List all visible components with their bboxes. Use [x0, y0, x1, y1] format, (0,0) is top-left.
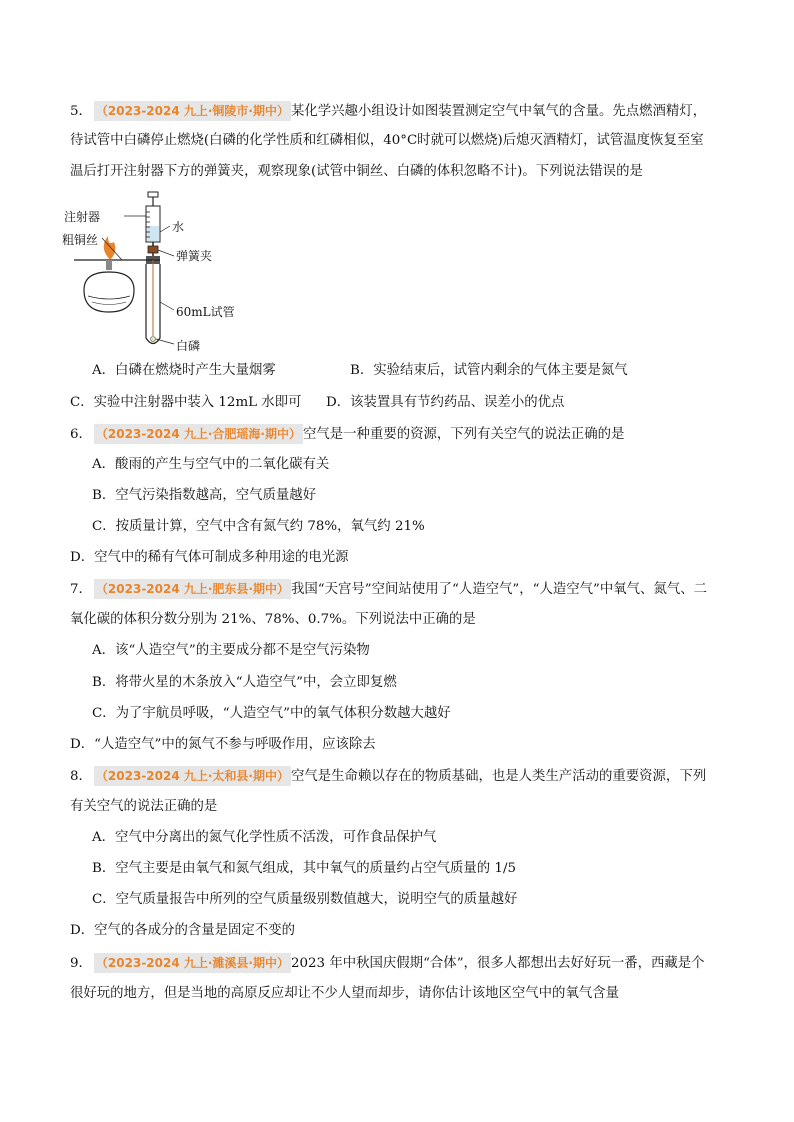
q5-stem-part-1: 某化学兴趣小组设计如图装置测定空气中氧气的含量。先点燃酒精灯，: [291, 104, 707, 119]
spring-clamp: [148, 246, 158, 253]
q6-option-d[interactable]: D．空气中的稀有气体可制成多种用途的电光源: [70, 550, 349, 565]
q7-line-1: [70, 579, 707, 600]
label-copper-wire: 粗铜丝: [62, 233, 99, 247]
q7-option-d[interactable]: D．“人造空气”中的氮气不参与呼吸作用，应该除去: [70, 737, 376, 752]
q5-apparatus-figure: [62, 186, 242, 358]
q8-option-a[interactable]: A．空气中分离出的氮气化学性质不活泼，可作食品保护气: [92, 830, 437, 845]
q5-options-row-2: [70, 393, 564, 413]
q6-option-a[interactable]: A．酸雨的产生与空气中的二氧化碳有关: [92, 457, 330, 472]
q9-source-tag: （2023-2024 九上·濉溪县·期中）: [94, 953, 291, 973]
q8-number: 8．: [70, 769, 92, 784]
white-phosphorus: [151, 337, 156, 342]
q8-option-d[interactable]: D．空气的各成分的含量是固定不变的: [70, 923, 295, 938]
q8-option-b[interactable]: B．空气主要是由氧气和氮气组成，其中氧气的质量约占空气质量的 1/5: [92, 861, 516, 876]
q9-stem-line-2: 很好玩的地方，但是当地的高原反应却让不少人望而却步，请你估计该地区空气中的氧气含量: [70, 986, 620, 1001]
q7-option-b[interactable]: B．将带火星的木条放入“人造空气”中，会立即复燃: [92, 675, 397, 690]
q9-stem-part-1: 2023 年中秋国庆假期“合体”，很多人都想出去好好玩一番，西藏是个: [291, 956, 705, 971]
q6-stem: [70, 424, 624, 445]
label-clamp: 弹簧夹: [176, 249, 213, 263]
q5-options-row-1: [92, 361, 628, 381]
syringe-water: [147, 226, 159, 241]
q5-option-b[interactable]: B．实验结束后，试管内剩余的气体主要是氮气: [350, 363, 628, 378]
q5-number: 5．: [70, 104, 92, 119]
q6-option-c[interactable]: C．按质量计算，空气中含有氮气约 78%，氧气约 21%: [92, 519, 425, 534]
label-water: 水: [172, 220, 185, 234]
q6-source-tag: （2023-2024 九上·合肥瑶海·期中）: [94, 424, 303, 444]
q6-number: 6．: [70, 427, 92, 442]
q5-line-1: [70, 101, 706, 122]
alcohol-lamp: [84, 272, 134, 312]
q7-source-tag: （2023-2024 九上·肥东县·期中）: [94, 579, 291, 599]
q8-line-1: [70, 766, 706, 787]
label-white-phosphorus: 白磷: [176, 339, 201, 353]
q5-option-d[interactable]: D．该装置具有节约药品、误差小的优点: [326, 395, 565, 410]
syringe-plunger-top: [148, 192, 158, 197]
q5-stem-line-3: 温后打开注射器下方的弹簧夹，观察现象(试管中铜丝、白磷的体积忽略不计)。下列说法错误的是: [70, 164, 643, 179]
q9-number: 9．: [70, 956, 92, 971]
q9-line-1: [70, 953, 705, 974]
q5-source-tag: （2023-2024 九上·铜陵市·期中）: [94, 101, 291, 121]
q7-option-c[interactable]: C．为了宇航员呼吸，“人造空气”中的氧气体积分数越大越好: [92, 706, 451, 721]
q8-stem-part-1: 空气是生命赖以存在的物质基础，也是人类生产活动的重要资源，下列: [291, 769, 707, 784]
q5-option-a[interactable]: A．白磷在燃烧时产生大量烟雾: [92, 363, 276, 378]
q5-option-c[interactable]: C．实验中注射器中装入 12mL 水即可: [70, 395, 302, 410]
q6-stem-text: 空气是一种重要的资源，下列有关空气的说法正确的是: [303, 427, 625, 442]
apparatus-diagram: [62, 186, 242, 358]
q6-option-b[interactable]: B．空气污染指数越高，空气质量越好: [92, 488, 317, 503]
q8-source-tag: （2023-2024 九上·太和县·期中）: [94, 766, 291, 786]
q8-stem-line-2: 有关空气的说法正确的是: [70, 799, 218, 814]
q8-option-c[interactable]: C．空气质量报告中所列的空气质量级别数值越大，说明空气的质量越好: [92, 892, 518, 907]
q5-stem-line-2: 待试管中白磷停止燃烧(白磷的化学性质和红磷相似，40°C时就可以燃烧)后熄灭酒精灯，试管温度恢复至室: [70, 133, 704, 148]
q7-option-a[interactable]: A．该“人造空气”的主要成分都不是空气污染物: [92, 643, 370, 658]
lamp-wick: [106, 260, 112, 270]
q7-number: 7．: [70, 582, 92, 597]
q7-stem-part-1: 我国“天宫号”空间站使用了“人造空气”，“人造空气”中氧气、氮气、二: [291, 582, 708, 597]
q7-stem-line-2: 氧化碳的体积分数分别为 21%、78%、0.7%。下列说法中正确的是: [70, 612, 476, 627]
flame-icon: [104, 236, 116, 260]
label-test-tube: 60mL试管: [176, 305, 235, 319]
label-syringe: 注射器: [64, 210, 101, 224]
